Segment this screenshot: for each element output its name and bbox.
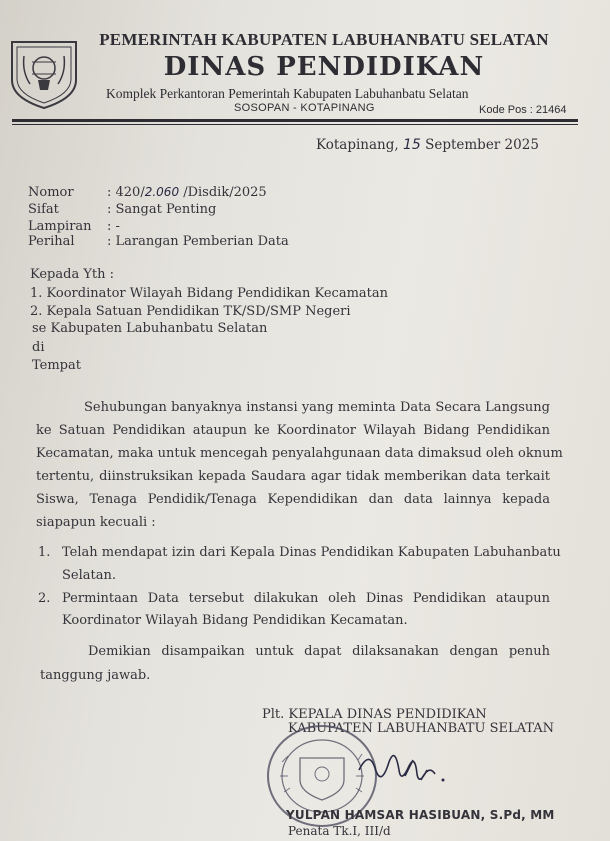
date-place: Kotapinang, bbox=[316, 137, 399, 153]
item-1-number: 1. bbox=[38, 545, 51, 560]
office-city: SOSOPAN - KOTAPINANG bbox=[234, 102, 375, 114]
body-line-1: Sehubungan banyaknya instansi yang meminta Data Secara Langsung bbox=[84, 400, 550, 415]
handwritten-signature-icon bbox=[355, 740, 455, 800]
lampiran-label: Lampiran bbox=[28, 219, 92, 234]
office-name: DINAS PENDIDIKAN bbox=[163, 52, 485, 82]
item-2-line-b: Koordinator Wilayah Bidang Pendidikan Kecamatan. bbox=[62, 613, 408, 628]
recipient-line-5: Tempat bbox=[32, 358, 81, 373]
item-2-number: 2. bbox=[38, 591, 51, 606]
postal-code: Kode Pos : 21464 bbox=[479, 104, 567, 116]
lampiran-value: : - bbox=[107, 219, 120, 234]
signatory-rank: Penata Tk.I, III/d bbox=[288, 824, 391, 838]
item-2-line-a: Permintaan Data tersebut dilakukan oleh Dinas Pendidikan ataupun bbox=[62, 591, 550, 606]
nomor-handwritten: 2.060 bbox=[144, 185, 180, 199]
item-1-line-b: Selatan. bbox=[62, 568, 116, 583]
body-line-3: Kecamatan, maka untuk mencegah penyalahgunaan data dimaksud oleh oknum bbox=[36, 446, 563, 461]
nomor-label: Nomor bbox=[28, 185, 74, 200]
letter-date bbox=[316, 137, 539, 153]
closing-line-a: Demikian disampaikan untuk dapat dilaksanakan dengan penuh bbox=[88, 644, 550, 659]
perihal-value: : Larangan Pemberian Data bbox=[107, 234, 289, 249]
nomor-value bbox=[107, 185, 267, 200]
body-line-6: siapapun kecuali : bbox=[36, 515, 156, 530]
recipient-line-1: 1. Koordinator Wilayah Bidang Pendidikan Kecamatan bbox=[30, 286, 389, 301]
letterhead-rule-thin bbox=[12, 124, 578, 125]
signatory-title-2: KABUPATEN LABUHANBATU SELATAN bbox=[288, 721, 555, 736]
recipient-line-4: di bbox=[32, 340, 45, 355]
sifat-value: : Sangat Penting bbox=[107, 202, 217, 217]
signatory-title-1: Plt. KEPALA DINAS PENDIDIKAN bbox=[262, 707, 487, 722]
body-line-5: Siswa, Tenaga Pendidik/Tenaga Kependidikan dan data lainnya kepada bbox=[36, 492, 550, 507]
date-month-year: September 2025 bbox=[425, 137, 539, 153]
perihal-label: Perihal bbox=[28, 234, 75, 249]
item-1-line-a: Telah mendapat izin dari Kepala Dinas Pendidikan Kabupaten Labuhanbatu bbox=[62, 545, 561, 560]
sifat-label: Sifat bbox=[28, 202, 59, 217]
body-line-2: ke Satuan Pendidikan ataupun ke Koordinator Wilayah Bidang Pendidikan bbox=[36, 423, 550, 438]
recipient-line-3: se Kabupaten Labuhanbatu Selatan bbox=[32, 321, 268, 336]
government-name: PEMERINTAH KABUPATEN LABUHANBATU SELATAN bbox=[99, 30, 549, 49]
nomor-prefix: : 420/ bbox=[107, 185, 145, 200]
letterhead-rule-thick bbox=[12, 119, 578, 122]
regency-emblem-icon bbox=[8, 36, 80, 110]
recipient-line-2: 2. Kepala Satuan Pendidikan TK/SD/SMP Negeri bbox=[30, 304, 351, 319]
signatory-name: YULPAN HAMSAR HASIBUAN, S.Pd, MM bbox=[286, 808, 555, 822]
recipient-greeting: Kepada Yth : bbox=[30, 267, 115, 282]
date-day-handwritten: 15 bbox=[402, 137, 421, 153]
office-address: Komplek Perkantoran Pemerintah Kabupaten Labuhanbatu Selatan bbox=[106, 86, 469, 101]
body-line-4: tertentu, diinstruksikan kepada Saudara agar tidak memberikan data terkait bbox=[36, 469, 550, 484]
closing-line-b: tanggung jawab. bbox=[40, 668, 151, 683]
nomor-suffix: /Disdik/2025 bbox=[179, 185, 267, 200]
